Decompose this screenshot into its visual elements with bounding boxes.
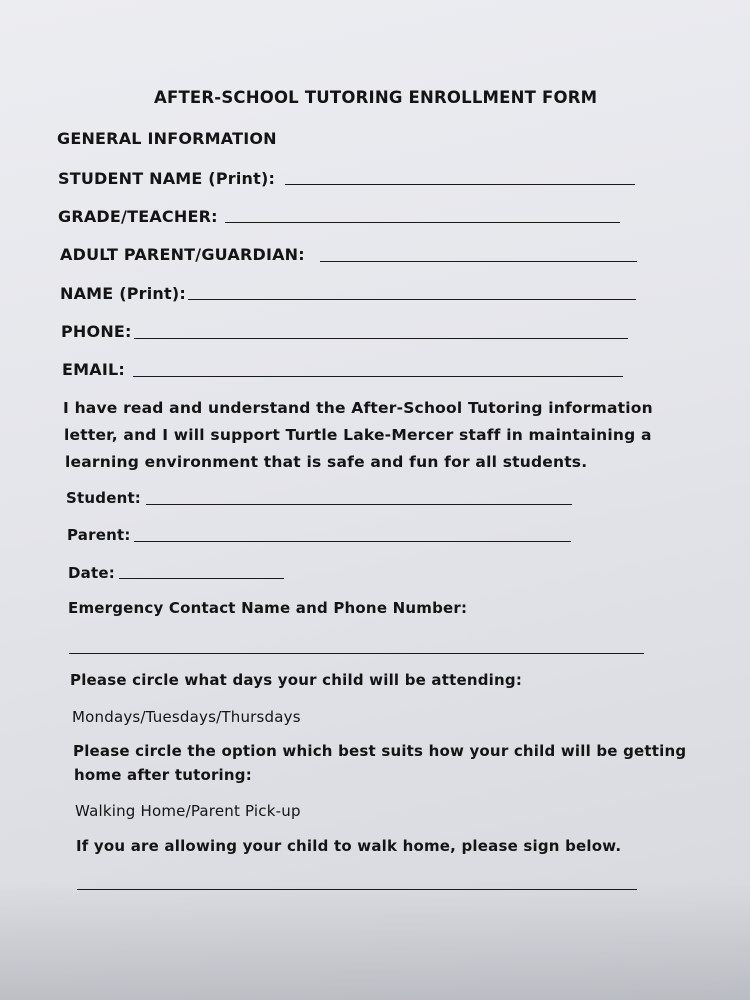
statement-line-2: letter, and I will support Turtle Lake-Mercer staff in maintaining a (64, 426, 652, 444)
name-print-label: NAME (Print): (60, 284, 186, 303)
guardian-field[interactable] (320, 261, 637, 262)
emergency-contact-field[interactable] (69, 653, 644, 654)
date-label: Date: (68, 564, 115, 582)
section-heading: GENERAL INFORMATION (57, 129, 277, 148)
date-field[interactable] (119, 578, 284, 579)
days-prompt: Please circle what days your child will be attending: (70, 671, 523, 689)
days-options: Mondays/Tuesdays/Thursdays (72, 708, 301, 726)
student-name-field[interactable] (285, 184, 635, 185)
name-print-field[interactable] (188, 299, 636, 300)
email-field[interactable] (133, 376, 623, 377)
statement-line-1: I have read and understand the After-School Tutoring information (63, 399, 653, 417)
grade-teacher-field[interactable] (225, 222, 620, 223)
emergency-contact-label: Emergency Contact Name and Phone Number: (68, 599, 468, 617)
home-prompt-line-2: home after tutoring: (74, 766, 252, 784)
guardian-label: ADULT PARENT/GUARDIAN: (60, 245, 305, 264)
student-signature-label: Student: (66, 489, 142, 507)
parent-signature-label: Parent: (67, 526, 131, 544)
email-label: EMAIL: (62, 360, 125, 379)
home-options: Walking Home/Parent Pick-up (75, 802, 301, 820)
phone-label: PHONE: (61, 322, 132, 341)
form-title: AFTER-SCHOOL TUTORING ENROLLMENT FORM (154, 88, 598, 107)
home-prompt-line-1: Please circle the option which best suits how your child will be getting (73, 742, 687, 760)
phone-field[interactable] (134, 338, 628, 339)
student-signature-field[interactable] (146, 504, 572, 505)
statement-line-3: learning environment that is safe and fun for all students. (65, 453, 588, 471)
page-shadow (0, 880, 750, 1000)
parent-signature-field[interactable] (134, 541, 571, 542)
walk-sign-prompt: If you are allowing your child to walk home, please sign below. (76, 837, 622, 855)
student-name-label: STUDENT NAME (Print): (58, 169, 276, 188)
grade-teacher-label: GRADE/TEACHER: (58, 207, 218, 226)
